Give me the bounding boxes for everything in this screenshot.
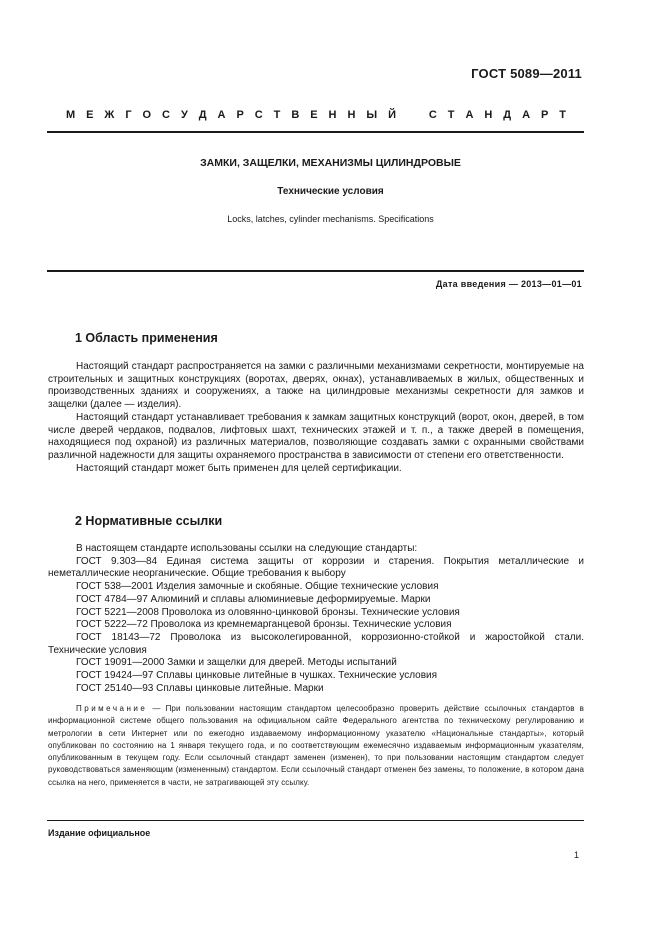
note-label: Примечание [76, 704, 148, 713]
interstate-letter: С [162, 109, 170, 121]
official-edition-label: Издание официальное [48, 828, 151, 838]
reference-item: ГОСТ 4784—97 Алюминий и сплавы алюминиевые деформируемые. Марки [76, 593, 431, 605]
title-rule [47, 270, 584, 272]
section-2-note [48, 703, 584, 789]
interstate-letter: Ы [366, 109, 378, 121]
reference-item: ГОСТ 5222—72 Проволока из кремнемарганцевой бронзы. Технические условия [76, 619, 452, 631]
section-1-paragraph: Настоящий стандарт распространяется на замки с различными механизмами секретности, монтируемые на строительных и защитных конструкциях (воротах, дверях, окнах), устанавливаемых в жилых, общественных и производственных зданиях и сооружениях, а также на цилиндровые механизмы секретности для замков и защелки (далее — изделия). [48, 361, 584, 411]
interstate-letter: А [465, 109, 474, 121]
section-2-body [48, 543, 584, 695]
interstate-letter: А [522, 109, 531, 121]
footer-rule [47, 820, 584, 821]
interstate-letter: У [180, 109, 188, 121]
reference-item: ГОСТ 538—2001 Изделия замочные и скобяные. Общие технические условия [76, 581, 439, 593]
interstate-standard-label [66, 109, 566, 121]
interstate-letter: Й [388, 109, 396, 121]
interstate-letter: Р [236, 109, 244, 121]
reference-item: ГОСТ 5221—2008 Проволока из оловянно-цинковой бронзы. Технические условия [76, 606, 460, 618]
interstate-letter: О [142, 109, 152, 121]
document-title: ЗАМКИ, ЗАЩЕЛКИ, МЕХАНИЗМЫ ЦИЛИНДРОВЫЕ [200, 157, 461, 169]
interstate-letter: Т [447, 109, 455, 121]
interstate-letter: М [66, 109, 76, 121]
document-number: ГОСТ 5089—2011 [471, 66, 582, 81]
reference-item: ГОСТ 18143—72 Проволока из высоколегированной, коррозионно-стойкой и жаростойкой стали. Технические условия [48, 631, 584, 656]
reference-item: ГОСТ 19424—97 Сплавы цинковые литейные в чушках. Технические условия [76, 670, 438, 682]
interstate-letter: Н [328, 109, 337, 121]
reference-intro: В настоящем стандарте использованы ссылки на следующие стандарты: [76, 543, 418, 554]
reference-item: ГОСТ 25140—93 Сплавы цинковые литейные. Марки [76, 682, 324, 694]
interstate-letter: Ж [104, 109, 115, 121]
section-2-heading: 2 Нормативные ссылки [75, 514, 223, 528]
interstate-letter: Н [347, 109, 356, 121]
section-1-paragraph: Настоящий стандарт может быть применен для целей сертификации. [76, 462, 402, 474]
section-1-paragraph: Настоящий стандарт устанавливает требования к замкам защитных конструкций (ворот, окон, дверей, в том числе дверей чердаков, подвалов, лифтовых шахт, технических этажей и т. п., а также дверей в помещения, находящиеся под охраной) из различных материалов, позволяющие создавать замки с охранными свойствами различной надежности для защиты охраняемого пространства в зависимости от степени его ответственности. [48, 411, 584, 461]
reference-item: ГОСТ 9.303—84 Единая система защиты от коррозии и старения. Покрытия металлические и неметаллические неорганические. Общие требования к выбору [48, 555, 584, 580]
interstate-letter: С [428, 109, 437, 121]
interstate-letter: В [291, 109, 300, 121]
page-number: 1 [573, 850, 579, 860]
interstate-letter: Н [484, 109, 493, 121]
english-title: Locks, latches, cylinder mechanisms. Specifications [227, 214, 434, 224]
interstate-letter: Р [540, 109, 549, 121]
interstate-letter: Е [310, 109, 318, 121]
interstate-letter: А [217, 109, 226, 121]
interstate-letter: Д [503, 109, 512, 121]
interstate-letter: Т [559, 109, 566, 121]
section-1-body [48, 361, 584, 475]
note-text: — При пользовании настоящим стандартом целесообразно проверить действие ссылочных стандартов в информационной системе общего пользования на официальном сайте Федерального агентства по техническому регулированию и метрологии в сети Интернет или по ежегодно издаваемому информационному указателю «Национальные стандарты», который опубликован по состоянию на 1 января текущего года, и по соответствующим ежемесячно издаваемым информационным указателям, опубликованным в текущем году. Если ссылочный стандарт заменен (изменен), то при пользовании настоящим стандартом следует руководствоваться заменяющим (измененным) стандартом. Если ссылочный стандарт отменен без замены, то положение, в котором дана ссылка на него, применяется в части, не затрагивающей эту ссылку. [48, 704, 585, 787]
interstate-letter: Е [86, 109, 94, 121]
section-1-heading: 1 Область применения [75, 331, 218, 345]
interstate-letter: С [254, 109, 263, 121]
interstate-letter: Г [125, 109, 132, 121]
document-subtitle: Технические условия [277, 186, 384, 197]
introduction-date: Дата введения — 2013—01—01 [435, 279, 582, 289]
header-rule [47, 131, 584, 133]
reference-item: ГОСТ 19091—2000 Замки и защелки для дверей. Методы испытаний [76, 657, 397, 669]
interstate-letter: Т [273, 109, 281, 121]
interstate-letter: Д [198, 109, 207, 121]
